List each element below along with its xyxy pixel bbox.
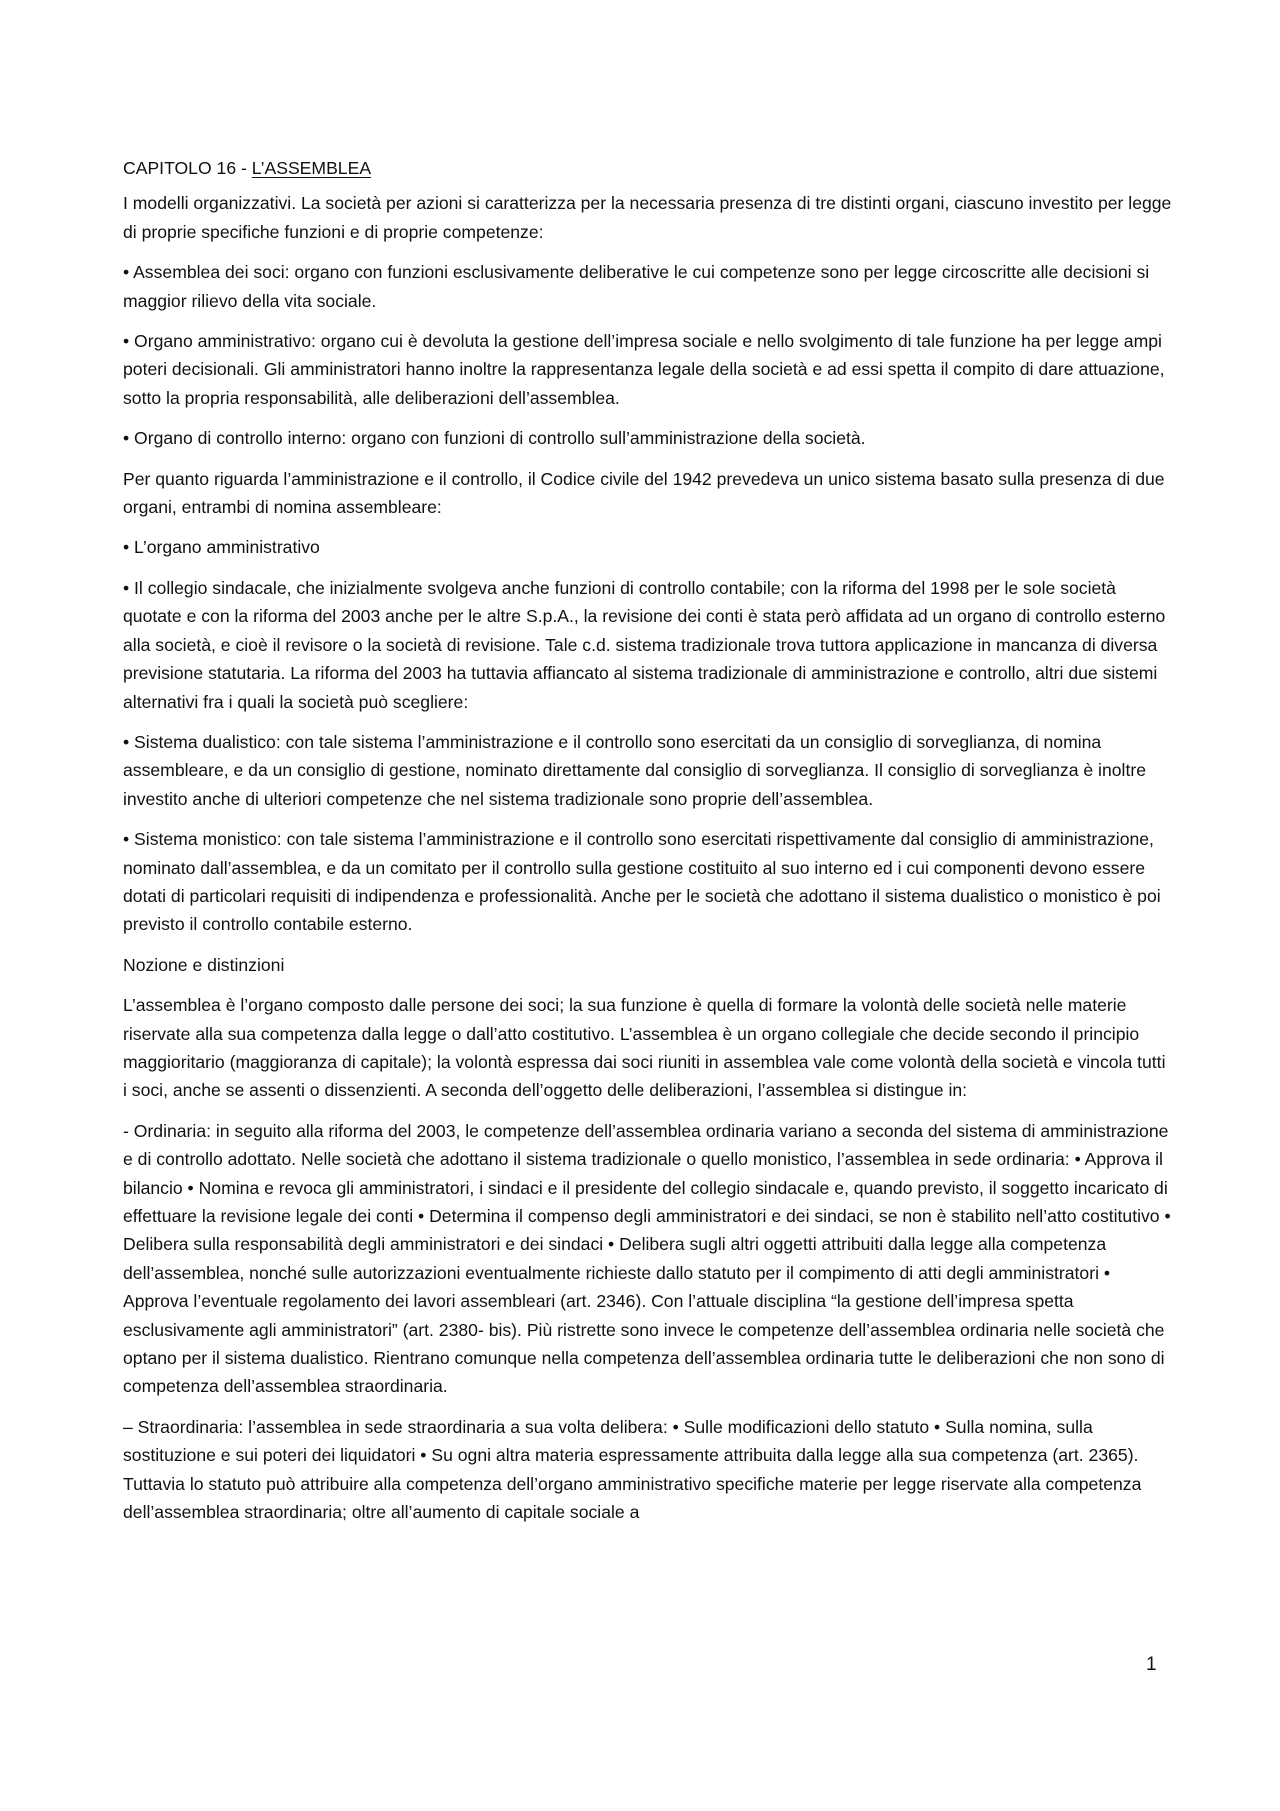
document-body xyxy=(123,154,1173,1538)
page-number: 1 xyxy=(1146,1654,1157,1675)
section-heading-nozione: Nozione e distinzioni xyxy=(123,954,285,975)
paragraph-organo-amministrativo-item: • L’organo amministrativo xyxy=(123,537,320,558)
chapter-title-main: L’ASSEMBLEA xyxy=(251,158,372,178)
chapter-title-prefix: CAPITOLO 16 - xyxy=(123,158,252,178)
paragraph-assemblea-soci: • Assemblea dei soci: organo con funzioni esclusivamente deliberative le cui competenze sono per legge circoscritte alle decisioni si maggior rilievo della vita sociale. xyxy=(123,262,1150,311)
paragraph-collegio-sindacale: • Il collegio sindacale, che inizialmente svolgeva anche funzioni di controllo contabile; con la riforma del 1998 per le sole società quotate e con la riforma del 2003 anche per le altre S.p.A., la revisione dei conti è stata però affidata ad un organo di controllo esterno alla società, e cioè il revisore o la società di revisione. Tale c.d. sistema tradizionale trova tuttora applicazione in mancanza di diversa previsione statutaria. La riforma del 2003 ha tuttavia affiancato al sistema tradizionale di amministrazione e controllo, altri due sistemi alternativi fra i quali la società può scegliere: xyxy=(123,577,1166,712)
paragraph-ordinaria: - Ordinaria: in seguito alla riforma del 2003, le competenze dell’assemblea ordinaria variano a seconda del sistema di amministrazione e di controllo adottato. Nelle società che adottano il sistema tradizionale o quello monistico, l’assemblea in sede ordinaria: • Approva il bilancio • Nomina e revoca gli amministratori, i sindaci e il presidente del collegio sindacale e, quando previsto, il soggetto incaricato di effettuare la revisione legale dei conti • Determina il compenso degli amministratori e dei sindaci, se non è stabilito nell’atto costitutivo • Delibera sulla responsabilità degli amministratori e dei sindaci • Delibera sugli altri oggetti attribuiti dalla legge alla competenza dell’assemblea, nonché sulle autorizzazioni eventualmente richieste dallo statuto per il compimento di atti degli amministratori • Approva l’eventuale regolamento dei lavori assembleari (art. 2346). Con l’attuale disciplina “la gestione dell’impresa spetta esclusivamente agli amministratori” (art. 2380- bis). Più ristrette sono invece le competenze dell’assemblea ordinaria nelle società che optano per il sistema dualistico. Rientrano comunque nella competenza dell’assemblea ordinaria tutte le deliberazioni che non sono di competenza dell’assemblea straordinaria. xyxy=(123,1120,1171,1397)
chapter-title xyxy=(123,154,1173,182)
paragraph-organo-controllo: • Organo di controllo interno: organo con funzioni di controllo sull’amministrazione della società. xyxy=(123,428,866,449)
paragraph-sistema-monistico: • Sistema monistico: con tale sistema l’amministrazione e il controllo sono esercitati rispettivamente dal consiglio di amministrazione, nominato dall’assemblea, e da un comitato per il controllo sulla gestione costituito al suo interno ed i cui componenti devono essere dotati di particolari requisiti di indipendenza e professionalità. Anche per le società che adottano il sistema dualistico o monistico è poi previsto il controllo contabile esterno. xyxy=(123,829,1161,935)
paragraph-codice-civile: Per quanto riguarda l’amministrazione e il controllo, il Codice civile del 1942 prevedeva un unico sistema basato sulla presenza di due organi, entrambi di nomina assembleare: xyxy=(123,468,1165,518)
paragraph-intro: I modelli organizzativi. La società per azioni si caratterizza per la necessaria presenza di tre distinti organi, ciascuno investito per legge di proprie specifiche funzioni e di proprie competenze: xyxy=(123,193,1172,242)
paragraph-organo-amministrativo: • Organo amministrativo: organo cui è devoluta la gestione dell’impresa sociale e nello svolgimento di tale funzione ha per legge ampi poteri decisionali. Gli amministratori hanno inoltre la rappresentanza legale della società e ad essi spetta il compito di dare attuazione, sotto la propria responsabilità, alle deliberazioni dell’assemblea. xyxy=(123,331,1165,408)
paragraph-sistema-dualistico: • Sistema dualistico: con tale sistema l’amministrazione e il controllo sono esercitati da un consiglio di sorveglianza, di nomina assembleare, e da un consiglio di gestione, nominato direttamente dal consiglio di sorveglianza. Il consiglio di sorveglianza è inoltre investito anche di ulteriori competenze che nel sistema tradizionale sono proprie dell’assemblea. xyxy=(123,731,1146,809)
paragraph-straordinaria: – Straordinaria: l’assemblea in sede straordinaria a sua volta delibera: • Sulle modificazioni dello statuto • Sulla nomina, sulla sostituzione e sui poteri dei liquidatori • Su ogni altra materia espressamente attribuita dalla legge alla sua competenza (art. 2365). Tuttavia lo statuto può attribuire alla competenza dell’organo amministrativo specifiche materie per legge riservate alla competenza dell’assemblea straordinaria; oltre all’aumento di capitale sociale a xyxy=(123,1416,1142,1523)
paragraph-nozione: L’assemblea è l’organo composto dalle persone dei soci; la sua funzione è quella di formare la volontà delle società nelle materie riservate alla sua competenza dalla legge o dall’atto costitutivo. L’assemblea è un organo collegiale che decide secondo il principio maggioritario (maggioranza di capitale); la volontà espressa dai soci riuniti in assemblea vale come volontà della società e vincola tutti i soci, anche se assenti o dissenzienti. A seconda dell’oggetto delle deliberazioni, l’assemblea si distingue in: xyxy=(123,995,1166,1101)
